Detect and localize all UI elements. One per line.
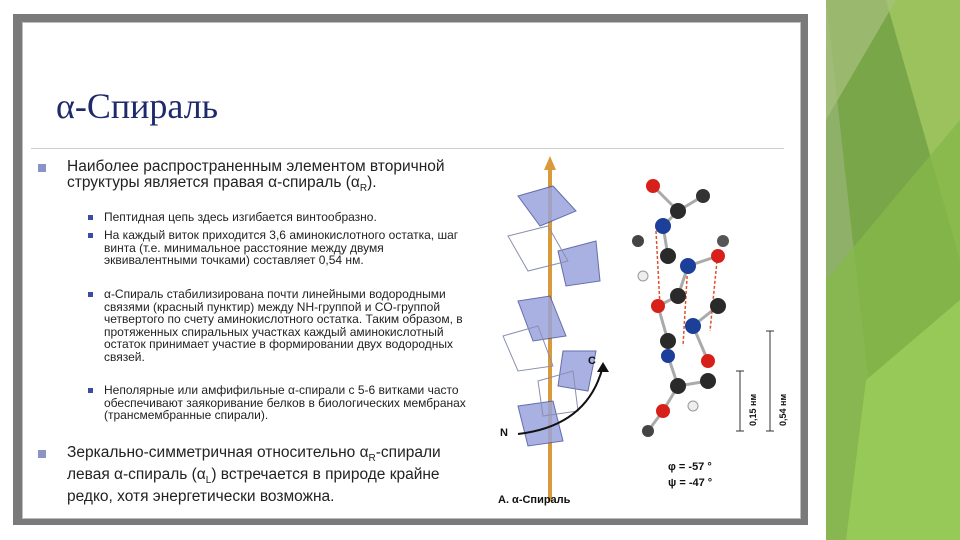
sub-bullet-marker	[88, 215, 93, 220]
label-c: C	[588, 355, 596, 367]
title-divider	[31, 148, 784, 149]
bullet-marker	[38, 164, 46, 172]
figure-caption: А. α-Спираль	[498, 494, 571, 506]
label-n: N	[500, 427, 508, 439]
alpha-helix-figure	[478, 156, 808, 516]
atoms	[632, 179, 729, 437]
dim-label-large: 0,54 нм	[778, 393, 788, 426]
slide-title: α-Спираль	[56, 86, 219, 126]
sub-bullet-marker	[88, 292, 93, 297]
sub-bullet-text-1: Пептидная цепь здесь изгибается винтообразно.	[104, 210, 377, 224]
psi-angle: ψ = -47 °	[668, 477, 713, 489]
bullet-text-1: Наиболее распространенным элементом вторичной структуры является правая α-спираль $(\alpha_R)$.	[67, 158, 445, 195]
peptide-planes	[518, 186, 600, 446]
sub-bullet-text-2: На каждый виток приходится 3,6 аминокислотного остатка, шаг винта (т.е. минимальное расстояние между двумя эквивалентными точками) составляет 0,54 нм.	[104, 228, 459, 268]
decorative-green-shapes	[826, 0, 960, 540]
dim-label-small: 0,15 нм	[748, 393, 758, 426]
sub-bullet-text-4: Неполярные или амфифильные α-спирали с 5-6 витками часто обеспечивают заякоривание белков в биологических мембранах (трансмембранные спирали).	[104, 383, 466, 423]
bullet-text-2: Зеркально-симметричная относительно $\alpha_R$-спирали левая α-спираль $(\alpha_L)$ встречается в природе крайне редко, хотя энергетически возможна.	[67, 444, 441, 506]
sub-bullet-text-3: α-Спираль стабилизирована почти линейными водородными связями (красный пунктир) между NH-группой и CO-группой четвертого по счету аминокислотного остатка. Таким образом, в протяженных спиральных участках каждый аминокислотный остаток принимает участие в формировании двух водородных связей.	[104, 287, 463, 364]
sub-bullet-marker	[88, 388, 93, 393]
phi-angle: φ = -57 °	[668, 461, 712, 473]
bullet-marker	[38, 450, 46, 458]
sub-bullet-marker	[88, 233, 93, 238]
